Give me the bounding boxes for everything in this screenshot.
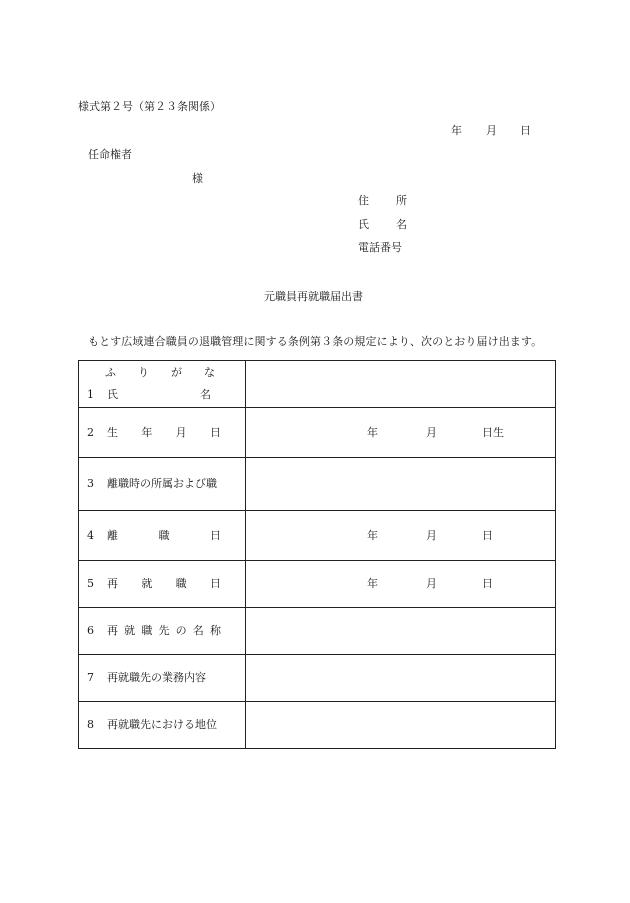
table-row-name [79,361,556,408]
business-content-label: 再就職先の業務内容 [107,671,206,684]
honorific: 様 [192,172,203,185]
label-char: 日 [209,425,221,439]
addressee-title: 任命権者 [88,148,132,161]
position-label-cell [79,458,246,511]
form-number: 様式第２号（第２３条関係） [78,100,221,113]
business-content-label-cell [79,655,246,702]
furigana-char: が [171,366,182,379]
furigana-char: り [138,366,149,379]
intro-text: もとす広域連合職員の退職管理に関する条例第３条の規定により、次のとおり届け出ます。 [88,335,543,348]
date-day-label: 日 [520,124,531,137]
table-row-birthdate [79,408,556,458]
label-char: 職 [175,577,187,590]
label-char: 氏 [107,388,118,401]
month-unit: 月 [426,577,437,590]
employer-name-value-cell[interactable] [246,608,556,655]
job-position-value-cell[interactable] [246,702,556,749]
label-char: の [175,624,187,637]
label-char: 再 [107,624,118,637]
row-number: 6 [87,624,94,637]
row-number: 4 [87,528,94,542]
table-row-job-position [79,702,556,749]
row-number: 5 [87,577,94,590]
table-row-employer-name [79,608,556,655]
name-label-1: 氏 [358,218,369,231]
name-value-cell[interactable] [246,361,556,408]
row-number: 7 [87,671,94,684]
year-unit: 年 [367,528,378,542]
label-char: 生 [107,425,118,439]
date-month-label: 月 [486,124,497,137]
date-year-label: 年 [451,124,462,137]
business-content-value-cell[interactable] [246,655,556,702]
name-label [87,388,245,402]
year-unit: 年 [367,425,378,439]
row-number: 3 [87,477,94,490]
label-char: 名 [200,388,211,401]
year-unit: 年 [367,577,378,590]
label-char: 年 [141,425,153,439]
form-table [78,360,556,749]
label-char: 就 [124,624,136,637]
month-unit: 月 [426,528,437,542]
address-label-2: 所 [396,194,407,207]
reemployment-value-cell[interactable] [246,561,556,608]
label-char: 先 [158,624,170,637]
position-value-cell[interactable] [246,458,556,511]
retirement-label-cell [79,511,246,561]
employer-name-label-cell [79,608,246,655]
label-char: 職 [158,528,170,542]
label-char: 就 [141,577,153,590]
table-row-business-content [79,655,556,702]
day-unit: 日 [482,577,493,590]
address-label-1: 住 [358,194,369,207]
table-row-reemployment-date [79,561,556,608]
label-char: 職 [141,624,153,637]
day-unit: 日生 [482,425,504,439]
table-row-position [79,458,556,511]
name-label-2: 名 [396,218,407,231]
label-char: 称 [209,624,221,637]
name-label-cell [79,361,246,408]
document-title: 元職員再就職届出書 [264,290,363,303]
birthdate-label-cell [79,408,246,458]
label-char: 離 [107,528,118,542]
label-char: 再 [107,577,118,590]
row-number: 1 [87,388,94,401]
furigana-label [87,366,215,380]
row-number: 8 [87,718,94,731]
day-unit: 日 [482,528,493,542]
phone-label: 電話番号 [358,241,402,254]
row-number: 2 [87,425,94,439]
position-label: 離職時の所属および職 [107,477,217,490]
retirement-value-cell[interactable] [246,511,556,561]
table-row-retirement-date [79,511,556,561]
label-char: 日 [209,577,221,590]
reemployment-label-cell [79,561,246,608]
furigana-char: な [204,366,215,379]
label-char: 月 [175,425,187,439]
job-position-label: 再就職先における地位 [107,718,217,731]
birthdate-value-cell[interactable] [246,408,556,458]
furigana-char: ふ [105,366,116,379]
job-position-label-cell [79,702,246,749]
month-unit: 月 [426,425,437,439]
label-char: 名 [192,624,204,637]
label-char: 日 [210,528,221,542]
